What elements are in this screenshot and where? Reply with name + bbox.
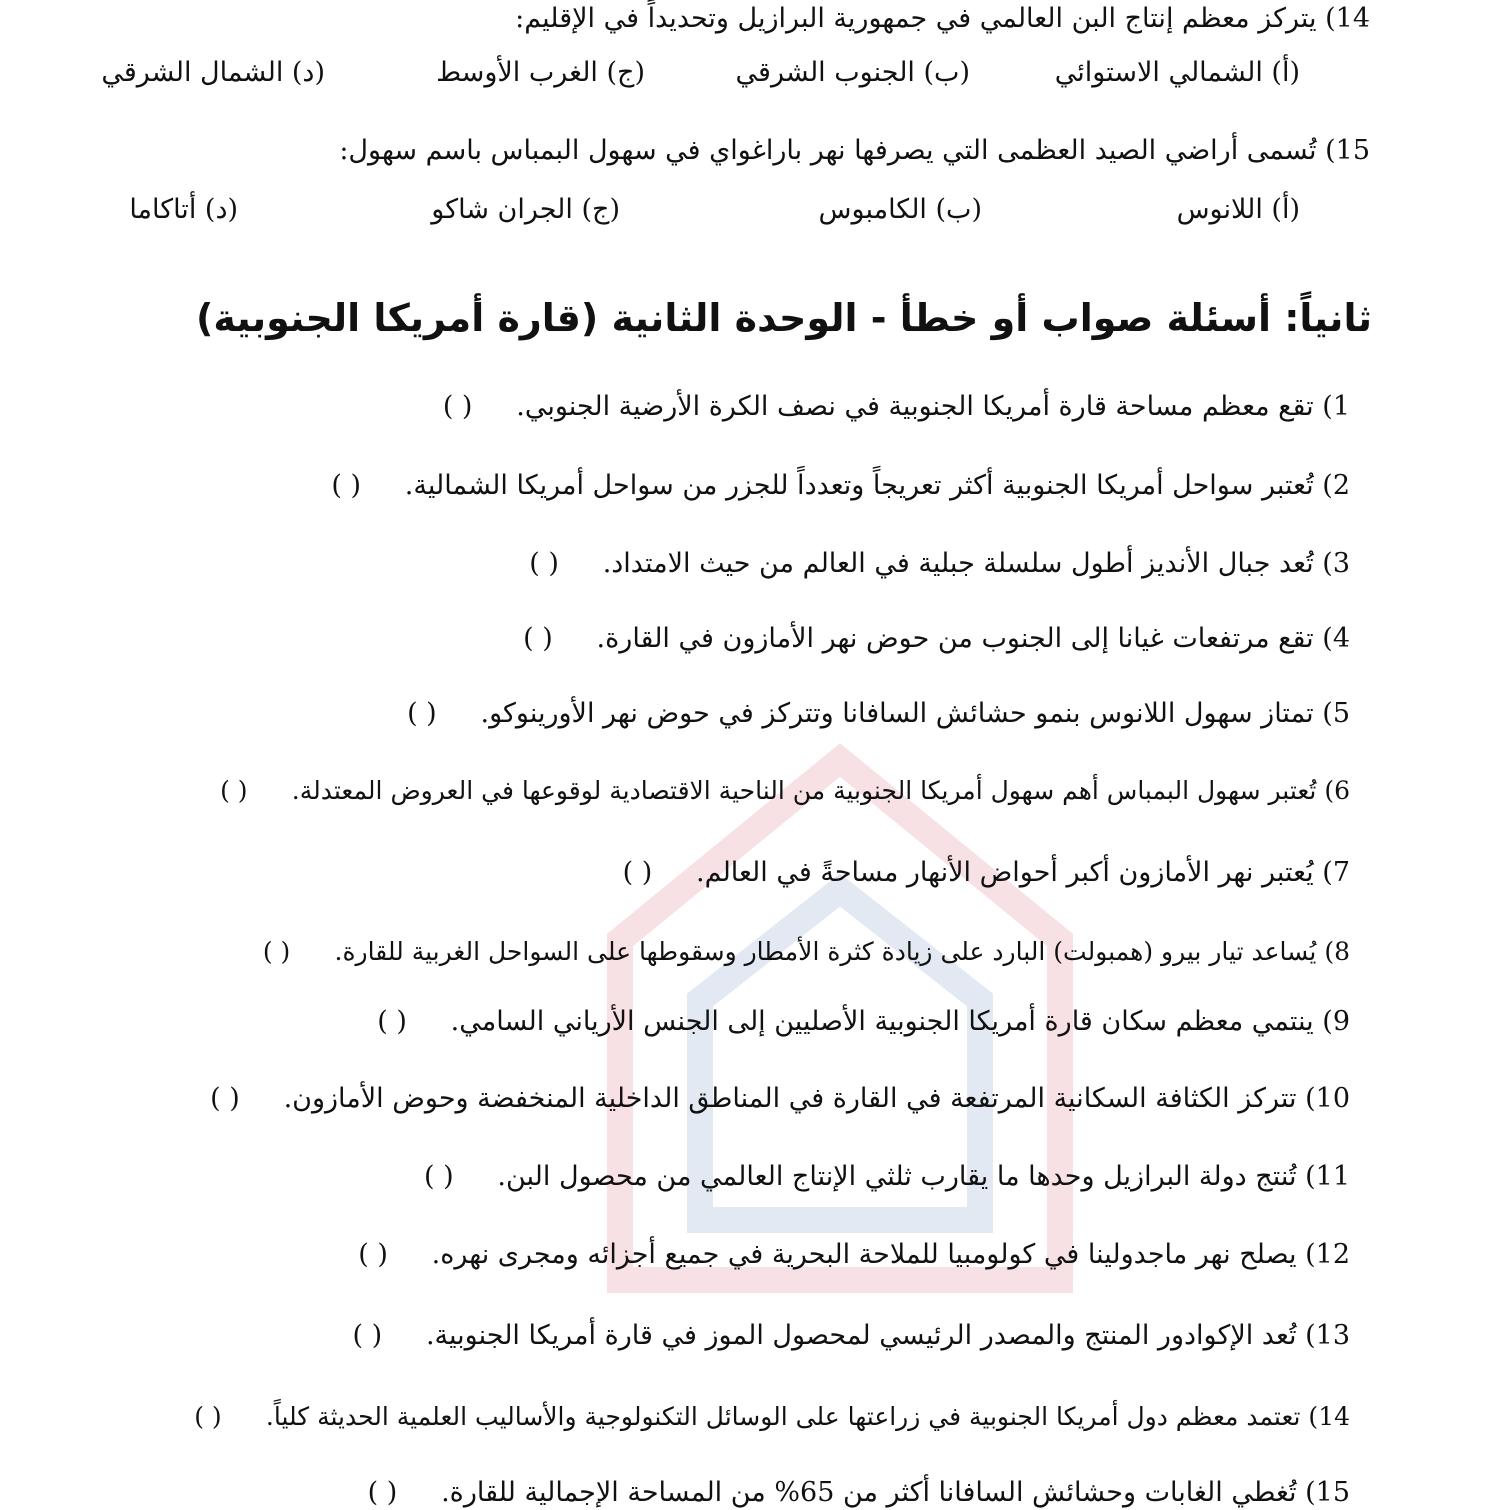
mcq-question-14: 14) يتركز معظم إنتاج البن العالمي في جمهورية البرازيل وتحديداً في الإقليم:: [515, 3, 1370, 34]
tf-item-11: [389, 1160, 1350, 1194]
answer-blank: ( ): [220, 776, 248, 805]
mcq-15-option-d: (د) أتاكاما: [129, 194, 238, 225]
answer-blank: ( ): [352, 1320, 383, 1351]
answer-blank: ( ): [442, 391, 473, 422]
tf-item-7: [587, 856, 1350, 890]
mcq-14-option-a: (أ) الشمالي الاستوائي: [1054, 57, 1300, 88]
mcq-14-option-d: (د) الشمال الشرقي: [101, 57, 325, 88]
tf-item-5: [372, 697, 1350, 731]
tf-item-text: 2) تُعتبر سواحل أمريكا الجنوبية أكثر تعريجاً وتعدداً للجزر من سواحل أمريكا الشمالية.: [404, 470, 1350, 501]
tf-item-4: [488, 622, 1350, 656]
tf-item-text: 6) تُعتبر سهول البمباس أهم سهول أمريكا الجنوبية من الناحية الاقتصادية لوقوعها في العروض المعتدلة.: [291, 776, 1350, 805]
answer-blank: ( ): [262, 937, 291, 966]
tf-item-text: 14) تعتمد معظم دول أمريكا الجنوبية في زراعتها على الوسائل التكنولوجية والأساليب العلمية الحديثة كلياً.: [265, 1402, 1350, 1431]
answer-blank: ( ): [423, 1161, 454, 1192]
tf-item-2: [296, 469, 1350, 503]
answer-blank: ( ): [367, 1477, 398, 1508]
answer-blank: ( ): [331, 470, 362, 501]
tf-item-10: [175, 1082, 1350, 1116]
tf-item-12: [323, 1238, 1350, 1272]
tf-item-15: [333, 1476, 1351, 1510]
tf-item-6: [184, 774, 1350, 808]
tf-item-text: 7) يُعتبر نهر الأمازون أكبر أحواض الأنهار مساحةً في العالم.: [696, 857, 1350, 888]
tf-item-text: 15) تُغطي الغابات وحشائش السافانا أكثر من 65% من المساحة الإجمالية للقارة.: [441, 1477, 1350, 1508]
mcq-15-option-b: (ب) الكامبوس: [818, 194, 982, 225]
tf-item-text: 8) يُساعد تيار بيرو (همبولت) البارد على زيادة كثرة الأمطار وسقوطها على السواحل الغربية للقارة.: [334, 937, 1350, 966]
tf-item-text: 12) يصلح نهر ماجدولينا في كولومبيا للملاحة البحرية في جميع أجزائه ومجرى نهره.: [431, 1239, 1350, 1270]
tf-item-1: [408, 390, 1350, 424]
tf-item-text: 4) تقع مرتفعات غيانا إلى الجنوب من حوض نهر الأمازون في القارة.: [596, 623, 1350, 654]
tf-item-3: [494, 547, 1350, 581]
answer-blank: ( ): [210, 1083, 240, 1114]
tf-item-14: [158, 1400, 1350, 1434]
answer-blank: ( ): [194, 1402, 222, 1431]
tf-item-8: [227, 935, 1350, 969]
tf-item-text: 5) تمتاز سهول اللانوس بنمو حشائش السافانا وتتركز في حوض نهر الأورينوكو.: [480, 698, 1350, 729]
answer-blank: ( ): [529, 548, 559, 579]
tf-item-text: 10) تتركز الكثافة السكانية المرتفعة في القارة في المناطق الداخلية المنخفضة وحوض الأمازون.: [283, 1083, 1350, 1114]
answer-blank: ( ): [622, 857, 653, 888]
answer-blank: ( ): [523, 623, 553, 654]
answer-blank: ( ): [407, 698, 437, 729]
tf-item-13: [317, 1319, 1350, 1353]
mcq-15-option-a: (أ) اللانوس: [1176, 194, 1300, 225]
mcq-15-option-c: (ج) الجران شاكو: [431, 194, 620, 225]
tf-item-text: 9) ينتمي معظم سكان قارة أمريكا الجنوبية الأصليين إلى الجنس الأرياني السامي.: [450, 1006, 1350, 1037]
mcq-question-15: 15) تُسمى أراضي الصيد العظمى التي يصرفها نهر باراغواي في سهول البمباس باسم سهول:: [339, 135, 1370, 166]
answer-blank: ( ): [358, 1239, 388, 1270]
mcq-14-option-b: (ب) الجنوب الشرقي: [735, 57, 970, 88]
tf-item-text: 13) تُعد الإكوادور المنتج والمصدر الرئيسي لمحصول الموز في قارة أمريكا الجنوبية.: [425, 1320, 1350, 1351]
tf-item-9: [342, 1005, 1350, 1039]
tf-item-text: 1) تقع معظم مساحة قارة أمريكا الجنوبية في نصف الكرة الأرضية الجنوبي.: [516, 391, 1350, 422]
section-heading: ثانياً: أسئلة صواب أو خطأ - الوحدة الثانية (قارة أمريكا الجنوبية): [195, 296, 1372, 340]
tf-item-text: 11) تُنتج دولة البرازيل وحدها ما يقارب ثلثي الإنتاج العالمي من محصول البن.: [497, 1161, 1350, 1192]
mcq-14-option-c: (ج) الغرب الأوسط: [436, 57, 645, 88]
answer-blank: ( ): [377, 1006, 407, 1037]
tf-item-text: 3) تُعد جبال الأنديز أطول سلسلة جبلية في العالم من حيث الامتداد.: [602, 548, 1350, 579]
